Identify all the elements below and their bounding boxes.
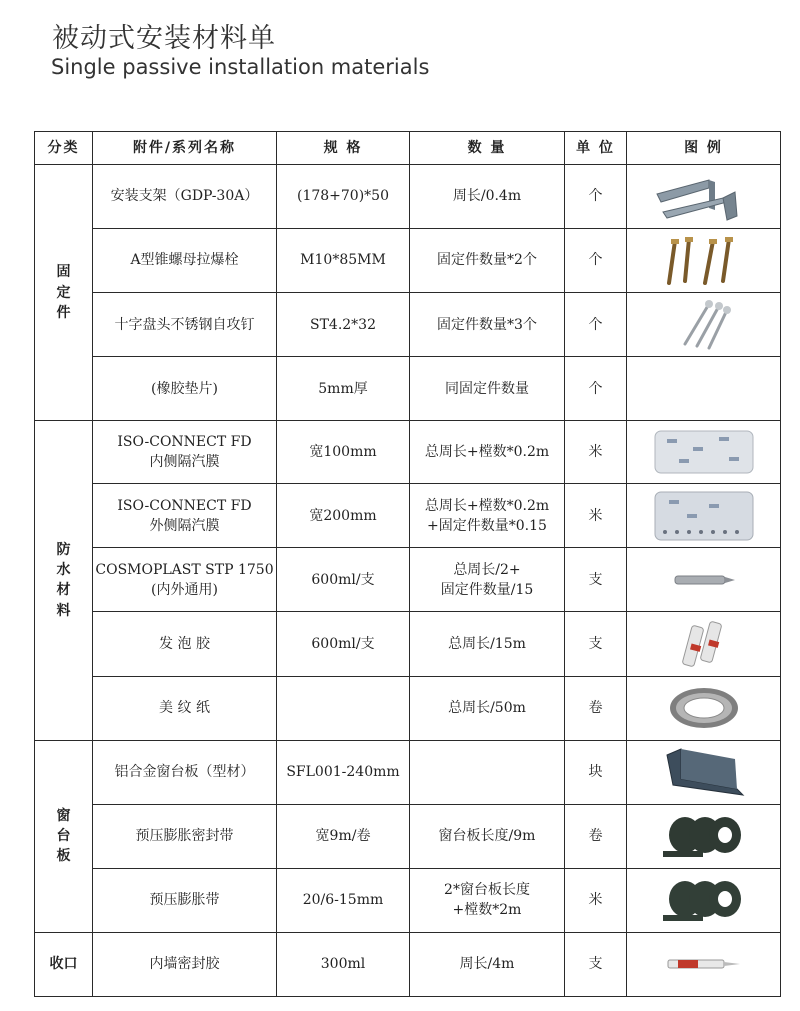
header-name: 附件/系列名称	[93, 132, 277, 165]
item-qty	[410, 740, 565, 804]
item-name: ISO-CONNECT FD 内侧隔汽膜	[93, 421, 277, 484]
item-name: 十字盘头不锈钢自攻钉	[93, 293, 277, 357]
item-name: ISO-CONNECT FD 外侧隔汽膜	[93, 484, 277, 548]
item-spec: 宽9m/卷	[277, 804, 410, 868]
page-title: 被动式安装材料单	[52, 23, 276, 54]
item-qty: 2*窗台板长度 +樘数*2m	[410, 868, 565, 932]
item-qty: 总周长+樘数*0.2m	[410, 421, 565, 484]
table-row	[35, 165, 781, 229]
item-unit: 支	[565, 612, 627, 676]
item-name: 预压膨胀带	[93, 868, 277, 932]
item-qty: 总周长/15m	[410, 612, 565, 676]
table-row	[35, 612, 781, 676]
table-row	[35, 932, 781, 996]
expansion-tape-icon	[627, 868, 781, 932]
page-subtitle: Single passive installation materials	[51, 55, 430, 79]
table-row	[35, 357, 781, 421]
item-qty: 总周长+樘数*0.2m +固定件数量*0.15	[410, 484, 565, 548]
item-qty: 固定件数量*3个	[410, 293, 565, 357]
item-spec: ST4.2*32	[277, 293, 410, 357]
table-row	[35, 740, 781, 804]
category-window-sill: 窗 台 板	[35, 740, 93, 932]
item-name: 预压膨胀密封带	[93, 804, 277, 868]
item-unit: 块	[565, 740, 627, 804]
item-unit: 米	[565, 484, 627, 548]
item-spec: (178+70)*50	[277, 165, 410, 229]
item-unit: 个	[565, 229, 627, 293]
table-row	[35, 868, 781, 932]
item-unit: 卷	[565, 804, 627, 868]
item-spec: 600ml/支	[277, 548, 410, 612]
category-finishing: 收口	[35, 932, 93, 996]
foam-can-icon	[627, 612, 781, 676]
item-spec: 600ml/支	[277, 612, 410, 676]
table-row	[35, 804, 781, 868]
table-row	[35, 676, 781, 740]
item-qty: 窗台板长度/9m	[410, 804, 565, 868]
anchor-bolt-icon	[627, 229, 781, 293]
item-qty: 总周长/50m	[410, 676, 565, 740]
item-spec: 5mm厚	[277, 357, 410, 421]
tape-roll-icon	[627, 676, 781, 740]
item-name: (橡胶垫片)	[93, 357, 277, 421]
bracket-icon	[627, 165, 781, 229]
header-row	[35, 132, 781, 165]
item-qty: 同固定件数量	[410, 357, 565, 421]
materials-table	[34, 131, 781, 997]
item-qty: 周长/4m	[410, 932, 565, 996]
item-spec: M10*85MM	[277, 229, 410, 293]
table-row	[35, 548, 781, 612]
item-name: 美 纹 纸	[93, 676, 277, 740]
header-unit: 单 位	[565, 132, 627, 165]
membrane-roll-wide-icon	[627, 484, 781, 548]
seal-tape-icon	[627, 804, 781, 868]
header-legend: 图 例	[627, 132, 781, 165]
item-unit: 个	[565, 357, 627, 421]
header-spec: 规 格	[277, 132, 410, 165]
table-row	[35, 421, 781, 484]
item-qty: 周长/0.4m	[410, 165, 565, 229]
item-name: 发 泡 胶	[93, 612, 277, 676]
item-spec: 宽100mm	[277, 421, 410, 484]
item-spec: SFL001-240mm	[277, 740, 410, 804]
item-qty: 总周长/2+ 固定件数量/15	[410, 548, 565, 612]
item-unit: 米	[565, 868, 627, 932]
membrane-roll-icon	[627, 421, 781, 484]
item-name: A型锥螺母拉爆栓	[93, 229, 277, 293]
item-name: 安装支架（GDP-30A）	[93, 165, 277, 229]
table-row	[35, 484, 781, 548]
sealant-tube-icon	[627, 548, 781, 612]
item-unit: 个	[565, 293, 627, 357]
table-row	[35, 229, 781, 293]
item-spec: 20/6-15mm	[277, 868, 410, 932]
category-fixings: 固 定 件	[35, 165, 93, 421]
item-unit: 个	[565, 165, 627, 229]
screw-icon	[627, 293, 781, 357]
item-spec: 宽200mm	[277, 484, 410, 548]
header-category: 分类	[35, 132, 93, 165]
table-row	[35, 293, 781, 357]
item-spec: 300ml	[277, 932, 410, 996]
item-qty: 固定件数量*2个	[410, 229, 565, 293]
category-waterproofing: 防 水 材 料	[35, 421, 93, 740]
item-name: 铝合金窗台板（型材）	[93, 740, 277, 804]
item-unit: 卷	[565, 676, 627, 740]
item-unit: 支	[565, 548, 627, 612]
item-name: COSMOPLAST STP 1750 (内外通用)	[93, 548, 277, 612]
item-name: 内墙密封胶	[93, 932, 277, 996]
window-sill-icon	[627, 740, 781, 804]
header-quantity: 数 量	[410, 132, 565, 165]
item-spec	[277, 676, 410, 740]
wall-sealant-icon	[627, 932, 781, 996]
item-unit: 米	[565, 421, 627, 484]
item-unit: 支	[565, 932, 627, 996]
